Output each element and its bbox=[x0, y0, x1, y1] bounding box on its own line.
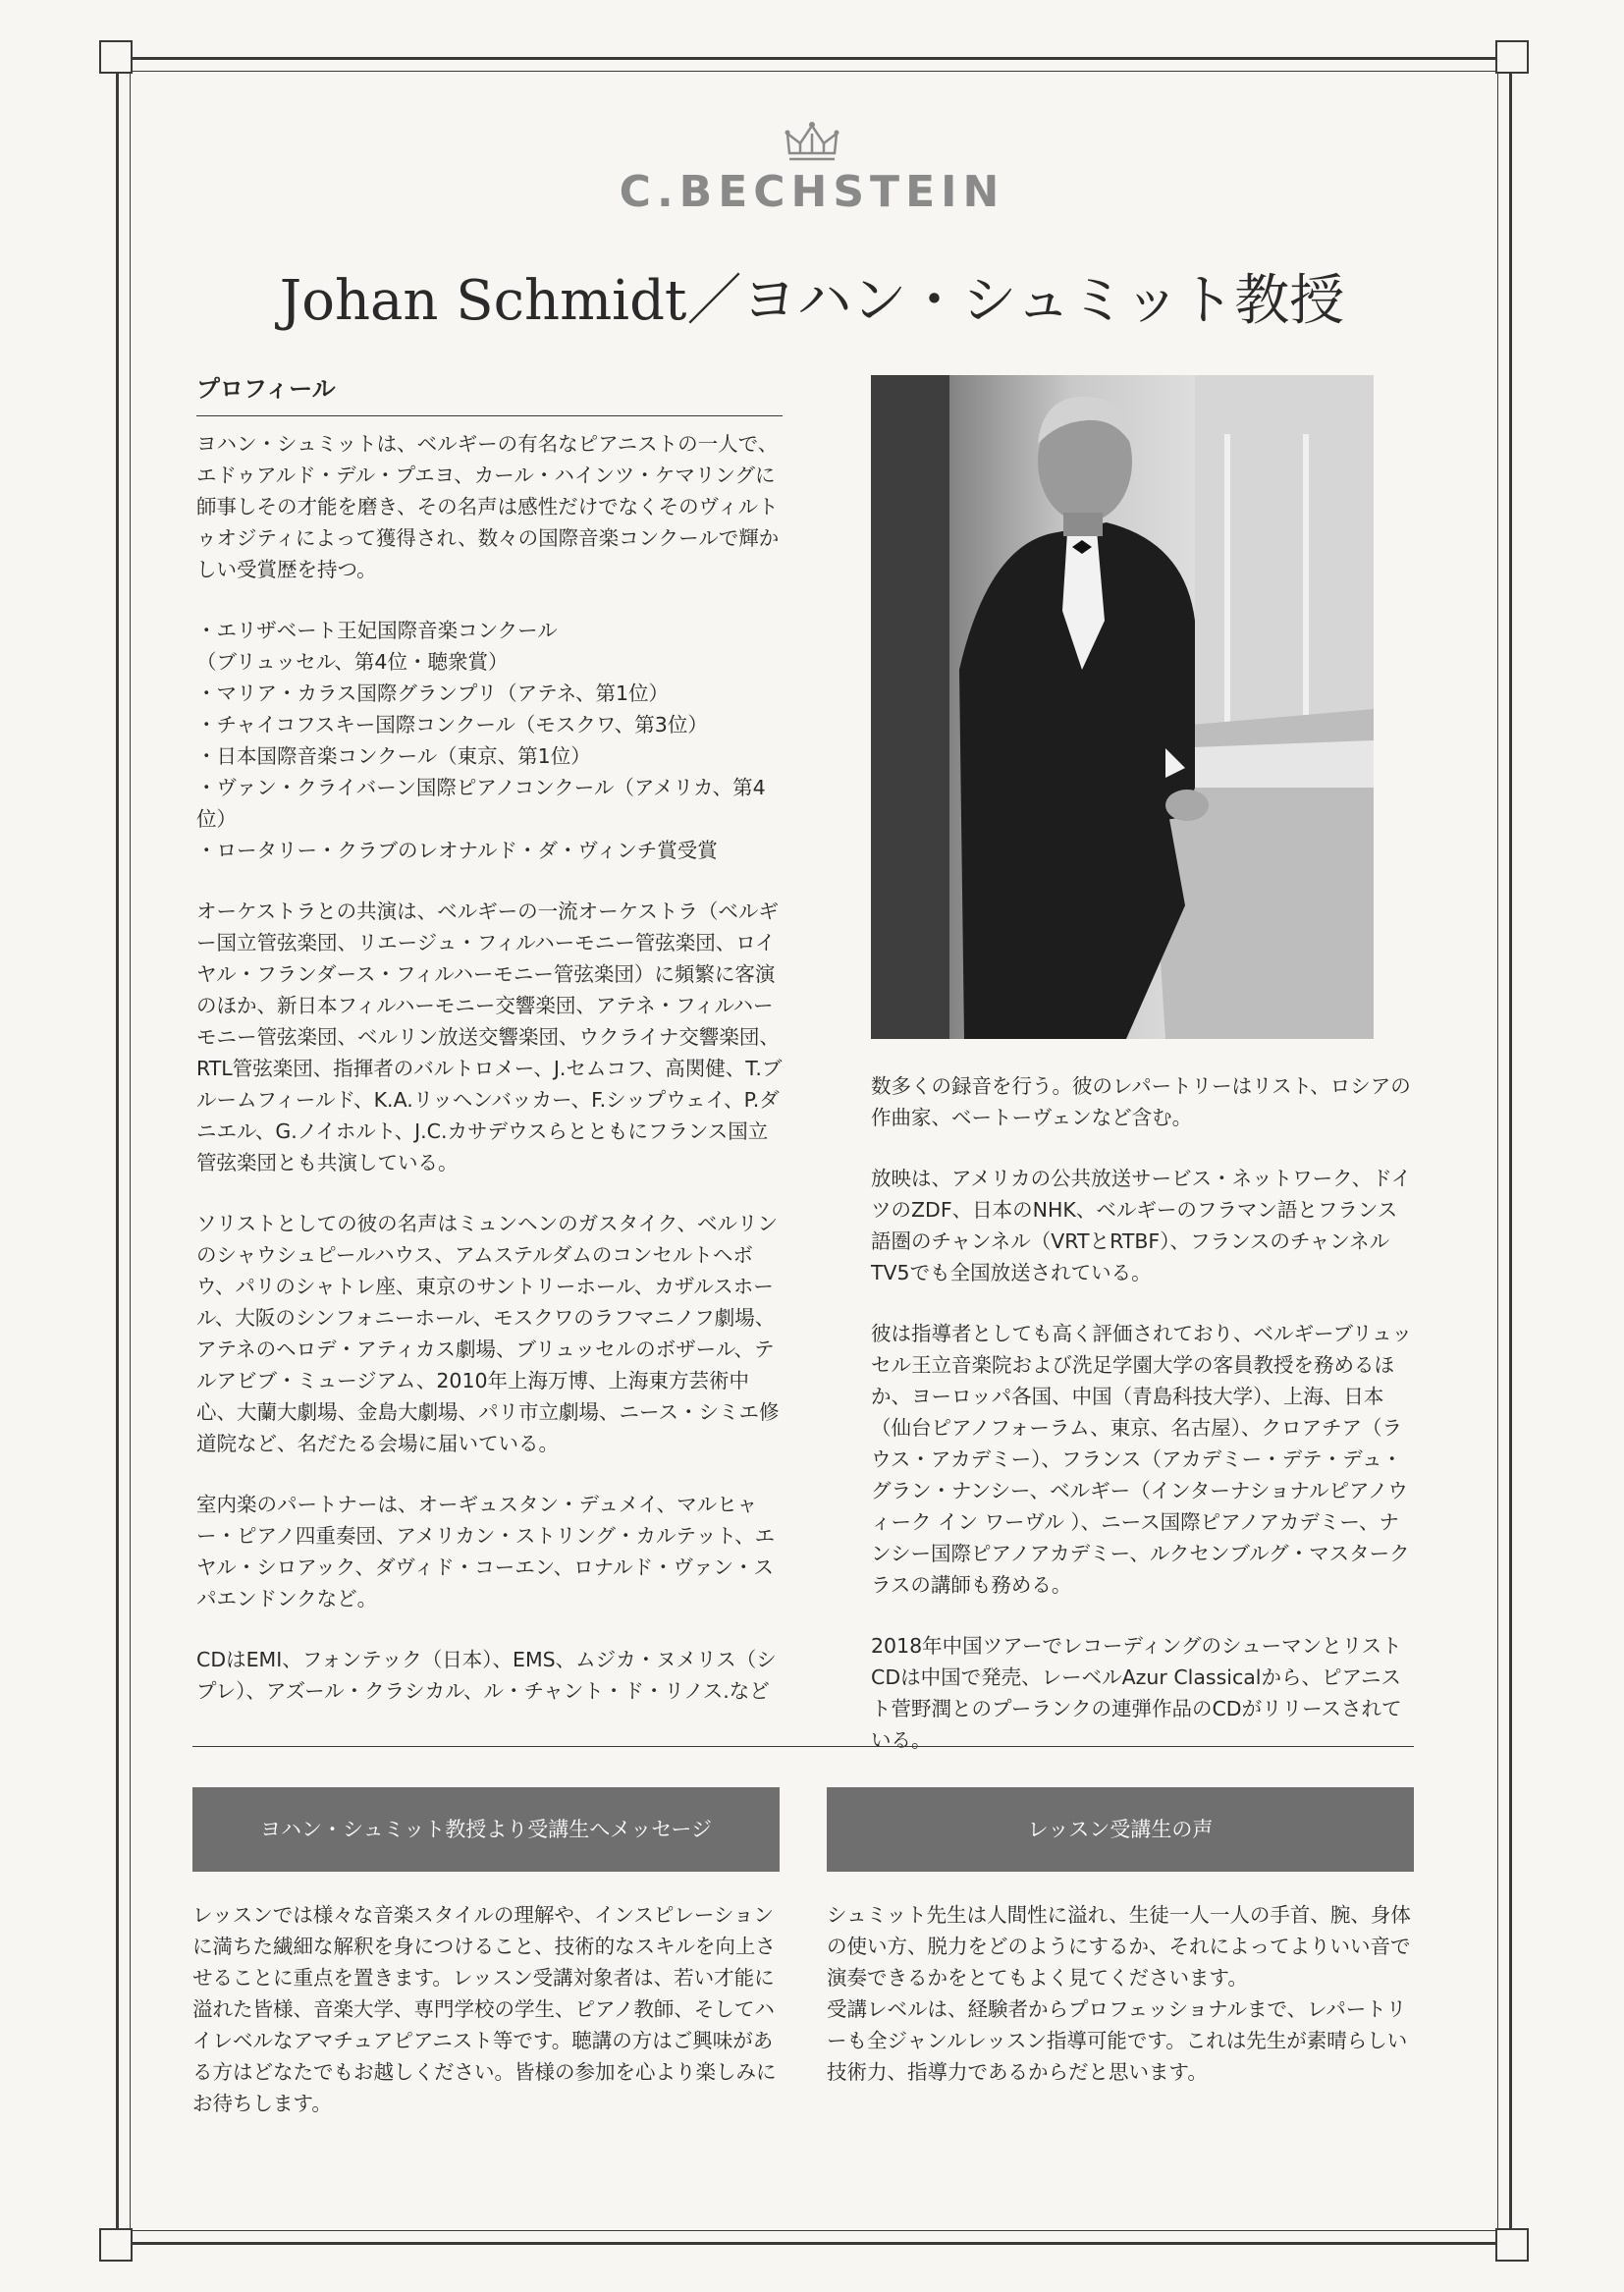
profile-chamber: 室内楽のパートナーは、オーギュスタン・デュメイ、マルヒャー・ピアノ四重奏団、アメリカン・ストリング・カルテット、エヤル・シロアック、ダヴィド・コーエン、ロナルド・ヴァン・スパエンドンクなど。 bbox=[196, 1493, 776, 1610]
brand-logo bbox=[0, 120, 1624, 217]
awards-list bbox=[196, 615, 783, 866]
page-title: Johan Schmidt／ヨハン・シュミット教授 bbox=[279, 269, 1345, 333]
profile-left-column bbox=[196, 428, 783, 1736]
profile-intro: ヨハン・シュミットは、ベルギーの有名なピアニストの一人で、エドゥアルド・デル・プエヨ、カール・ハインツ・ケマリングに師事しその才能を磨き、その名声は感性だけでなくそのヴィルトゥオジティによって獲得され、数々の国際音楽コンクールで輝かしい受賞歴を持つ。 bbox=[196, 432, 780, 581]
award-item: ・マリア・カラス国際グランプリ（アテネ、第1位） bbox=[196, 682, 670, 705]
section-divider bbox=[192, 1746, 1414, 1747]
profile-orchestra: オーケストラとの共演は、ベルギーの一流オーケストラ（ベルギー国立管弦楽団、リエージュ・フィルハーモニー管弦楽団、ロイヤル・フランダース・フィルハーモニー管弦楽団）に頻繁に客演のほか、新日本フィルハーモニー交響楽団、アテネ・フィルハーモニー管弦楽団、ベルリン放送交響楽団、ウクライナ交響楽団、RTL管弦楽団、指揮者のバルトロメー、J.セムコフ、高関健、T.ブルームフィールド、K.A.リッヘンバッカー、F.シップウェイ、P.ダニエル、G.ノイホルト、J.C.カサデウスらとともにフランス国立管弦楽団とも共演している。 bbox=[196, 900, 783, 1174]
award-item: ・ヴァン・クライバーン国際ピアノコンクール（アメリカ、第4位） bbox=[196, 776, 766, 831]
voices-heading: レッスン受講生の声 bbox=[827, 1787, 1414, 1872]
profile-heading: プロフィール bbox=[196, 369, 783, 416]
message-body: レッスンでは様々な音楽スタイルの理解や、インスピレーションに満ちた繊細な解釈を身につけること、技術的なスキルを向上させることに重点を置きます。レッスン受講対象者は、若い才能に溢れた皆様、音楽大学、専門学校の学生、ピアノ教師、そしてハイレベルなアマチュアピアニスト等です。聴講の方はご興味がある方はどなたでもお越しください。皆様の参加を心より楽しみにお待ちします。 bbox=[192, 1903, 777, 2115]
award-item: ・日本国際音楽コンクール（東京、第1位） bbox=[196, 744, 591, 768]
profile-recordings: 数多くの録音を行う。彼のレパートリーはリスト、ロシアの作曲家、ベートーヴェンなど含む。 bbox=[871, 1074, 1411, 1129]
voices-paragraph: シュミット先生は人間性に溢れ、生徒一人一人の手首、腕、身体の使い方、脱力をどのようにするか、それによってよりいい音で演奏できるかをとてもよく見てくださいます。 bbox=[827, 1903, 1411, 1990]
award-item: ・チャイコフスキー国際コンクール（モスクワ、第3位） bbox=[196, 713, 708, 737]
award-item: （ブリュッセル、第4位・聴衆賞） bbox=[196, 650, 509, 674]
frame-corner-top-right bbox=[1495, 40, 1529, 74]
profile-cd: CDはEMI、フォンテック（日本）、EMS、ムジカ・ヌメリス（シプレ）、アズール・クラシカル、ル・チャント・ド・リノス.など bbox=[196, 1648, 777, 1703]
frame-corner-bottom-right bbox=[1495, 2228, 1529, 2262]
message-heading: ヨハン・シュミット教授より受講生へメッセージ bbox=[192, 1787, 780, 1872]
voices-paragraph: 受講レベルは、経験者からプロフェッショナルまで、レパートリーも全ジャンルレッスン指導可能です。これは先生が素晴らしい技術力、指導力であるからだと思います。 bbox=[827, 1997, 1408, 2084]
portrait-photo bbox=[871, 375, 1374, 1039]
profile-broadcast: 放映は、アメリカの公共放送サービス・ネットワーク、ドイツのZDF、日本のNHK、ベルギーのフラマン語とフランス語圏のチャンネル（VRTとRTBF）、フランスのチャンネルTV5でも全国放送されている。 bbox=[871, 1167, 1412, 1284]
profile-soloist: ソリストとしての彼の名声はミュンヘンのガスタイク、ベルリンのシャウシュピールハウス、アムステルダムのコンセルトヘボウ、パリのシャトレ座、東京のサントリーホール、カザルスホール、大阪のシンフォニーホール、モスクワのラフマニノフ劇場、アテネのヘロデ・アティカス劇場、ブリュッセルのボザール、テルアビブ・ミュージアム、2010年上海万博、上海東方芸術中心、大蘭大劇場、金島大劇場、パリ市立劇場、ニース・シミエ修道院など、名だたる会場に届いている。 bbox=[196, 1212, 780, 1455]
frame-corner-top-left bbox=[99, 40, 133, 74]
profile-right-column bbox=[871, 1070, 1416, 1785]
frame-corner-bottom-left bbox=[99, 2228, 133, 2262]
voices-body bbox=[827, 1899, 1414, 2088]
award-item: ・エリザベート王妃国際音楽コンクール bbox=[196, 619, 558, 642]
award-item: ・ロータリー・クラブのレオナルド・ダ・ヴィンチ賞受賞 bbox=[196, 839, 718, 862]
brand-name: C.BECHSTEIN bbox=[619, 167, 1005, 217]
profile-tour: 2018年中国ツアーでレコーディングのシューマンとリストCDは中国で発売、レーベルAzur Classicalから、ピアニスト菅野潤とのプーランクの連弾作品のCDがリリースされている。 bbox=[871, 1634, 1402, 1752]
profile-teaching: 彼は指導者としても高く評価されており、ベルギーブリュッセル王立音楽院および洗足学園大学の客員教授を務めるほか、ヨーロッパ各国、中国（青島科技大学）、上海、日本（仙台ピアノフォーラム、東京、名古屋）、クロアチア（ラウス・アカデミー）、フランス（アカデミー・デテ・デュ・グラン・ナンシー、ベルギー（インターナショナルピアノウィーク イン ワーヴル ）、ニース国際ピアノアカデミー、ナンシー国際ピアノアカデミー、ルクセンブルグ・マスタークラスの講師も務める。 bbox=[871, 1322, 1413, 1597]
crown-icon bbox=[0, 120, 1624, 163]
